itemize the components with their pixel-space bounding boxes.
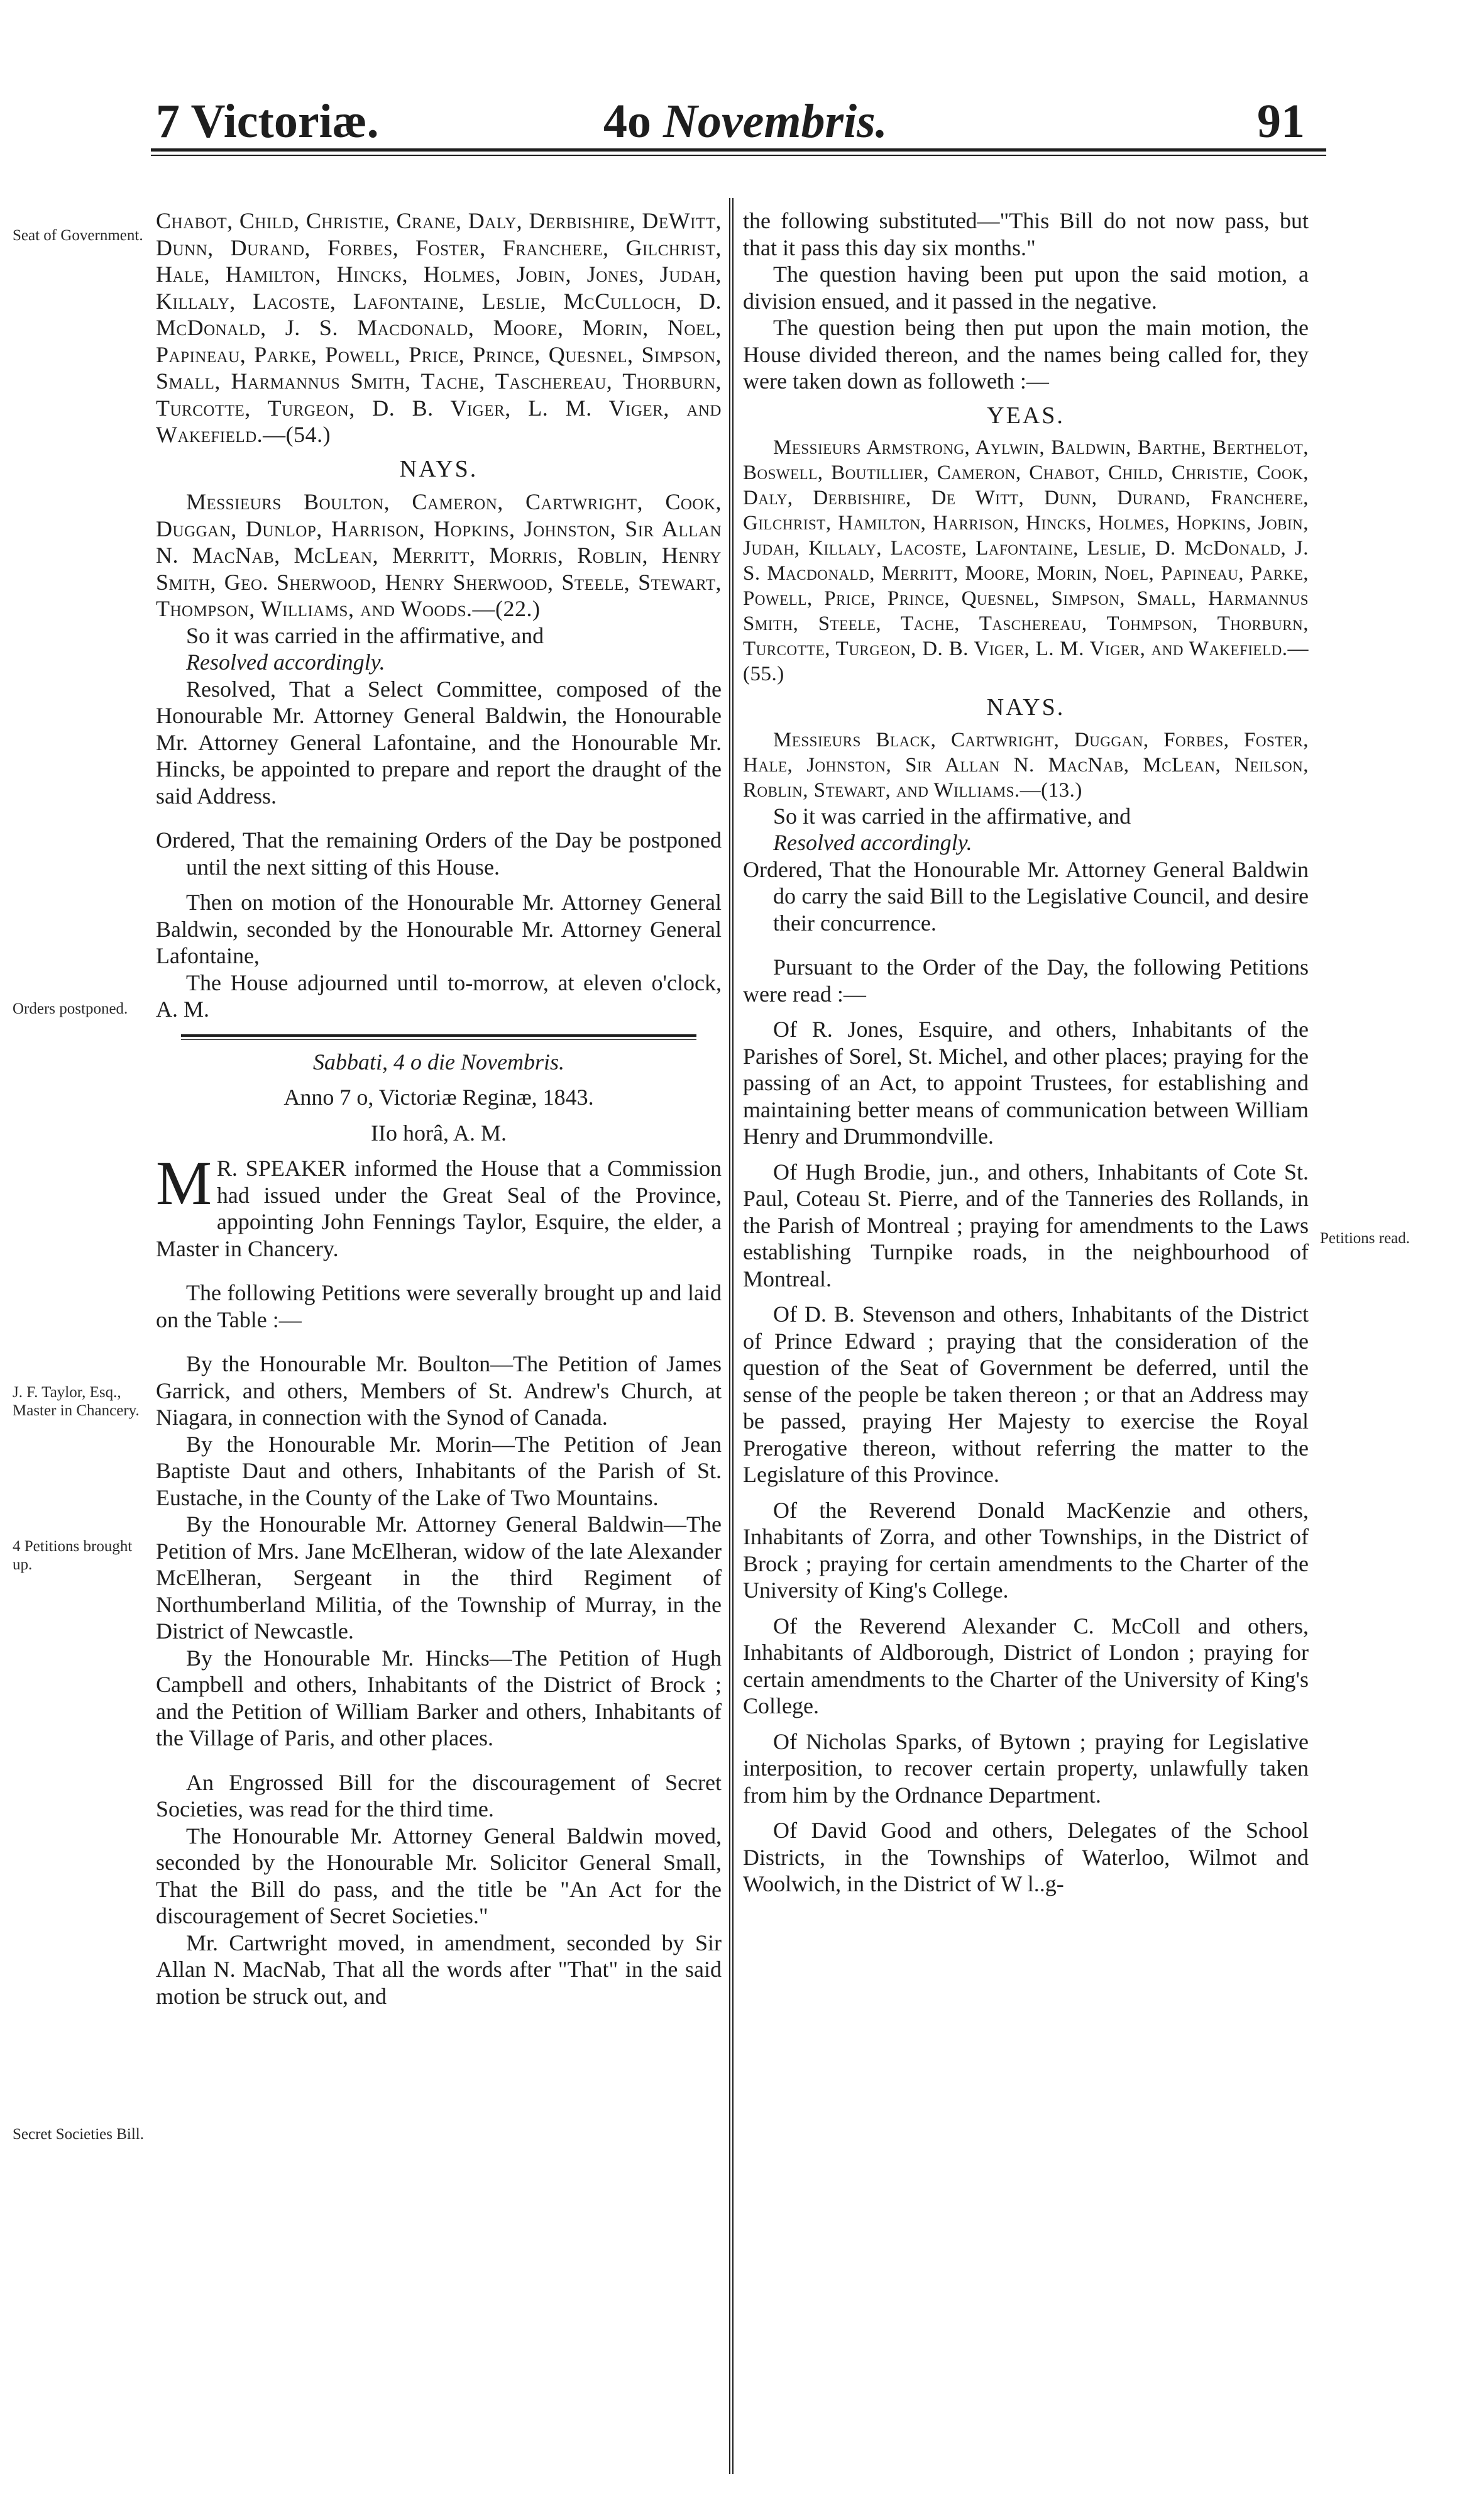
yeas-list: Messieurs Armstrong, Aylwin, Baldwin, Barthe, Berthelot, Boswell, Boutillier, Cameron, Chabot, Child, Christie, Cook, Daly, Derbishire, De Witt, Dunn, Durand, Franchere, Gilchrist, Hamilton, Harrison, Hincks, Holmes, Hopkins, Jobin, Judah, Killaly, Lacoste, Lafontaine, Leslie, D. McDonald, J. S. Macdonald, Merritt, Moore, Morin, Noel, Papineau, Parke, Powell, Price, Prince, Quesnel, Simpson, Small, Harmannus Smith, Steele, Tache, Taschereau, Tohmpson, Thorburn, Turcotte, Turgeon, D. B. Viger, L. M. Viger, and Wakefield.—(55.) bbox=[743, 436, 1309, 685]
yeas-continued: Chabot, Child, Christie, Crane, Daly, Derbishire, DeWitt, Dunn, Durand, Forbes, Foster, Franchere, Gilchrist, Hale, Hamilton, Hincks, Holmes, Jobin, Jones, Judah, Killaly, Lacoste, Lafontaine, Leslie, McCulloch, D. McDonald, J. S. Macdonald, Moore, Morin, Noel, Papineau, Parke, Powell, Price, Prince, Quesnel, Simpson, Small, Harmannus Smith, Tache, Taschereau, Thorburn, Turcotte, Turgeon, D. B. Viger, L. M. Viger, and Wakefield.—(54.) bbox=[156, 208, 722, 447]
speaker-text: R. SPEAKER informed the House that a Commission had issued under the Great Seal of the Province, appointing John Fennings Taylor, Esquire, the elder, a Master in Chancery. bbox=[156, 1156, 722, 1261]
carried-right: So it was carried in the affirmative, and bbox=[773, 803, 1131, 829]
margin-note-secret: Secret Societies Bill. bbox=[13, 2126, 144, 2143]
petition-good: Of David Good and others, Delegates of the School Districts, in the Townships of Waterloo, Wilmot and Woolwich, in the District of W l..g- bbox=[743, 1818, 1309, 1896]
secret-bill: An Engrossed Bill for the discouragement of Secret Societies, was read for the third time. bbox=[156, 1769, 722, 1821]
page-header bbox=[0, 88, 1484, 157]
resolved-right: Resolved accordingly. bbox=[773, 830, 972, 855]
question-main: The question being then put upon the main motion, the House divided thereon, and the names being called for, they were taken down as followeth :— bbox=[743, 315, 1309, 394]
cartwright-amendment: Mr. Cartwright moved, in amendment, seconded by Sir Allan N. MacNab, That all the words after "That" in the said motion be struck out, and bbox=[156, 1930, 722, 2009]
petition-hincks: By the Honourable Mr. Hincks—The Petition of Hugh Campbell and others, Inhabitants of the District of Brock ; and the Petition of William Barker and others, Inhabitants of the Village of Paris, and other places. bbox=[156, 1645, 722, 1750]
petitions-brought: The following Petitions were severally brought up and laid on the Table :— bbox=[156, 1280, 722, 1332]
petition-boulton: By the Honourable Mr. Boulton—The Petition of James Garrick, and others, Members of St. Andrew's Church, at Niagara, in connection with the Synod of Canada. bbox=[156, 1351, 722, 1430]
carried-left: So it was carried in the affirmative, and bbox=[186, 622, 544, 648]
header-day: 4o bbox=[603, 95, 651, 148]
nays-list-left: Messieurs Boulton, Cameron, Cartwright, Cook, Duggan, Dunlop, Harrison, Hopkins, Johnston, Sir Allan N. MacNab, McLean, Merritt, Morris, Roblin, Henry Smith, Geo. Sherwood, Henry Sherwood, Steele, Stewart, Thompson, Williams, and Woods.—(22.) bbox=[156, 489, 722, 621]
question-negative: The question having been put upon the said motion, a division ensued, and it passed in the negative. bbox=[743, 262, 1309, 314]
right-column bbox=[743, 207, 1309, 1898]
nays-heading-right: NAYS. bbox=[986, 694, 1065, 721]
petition-jones: Of R. Jones, Esquire, and others, Inhabitants of the Parishes of Sorel, St. Michel, and other places; praying for the passing of an Act, to appoint Trustees, for establishing and maintaining better means of communication between William Henry and Drummondville. bbox=[743, 1017, 1309, 1149]
petition-mccoll: Of the Reverend Alexander C. McColl and others, Inhabitants of Aldborough, District of London ; praying for certain amendments to the Charter of the University of King's College. bbox=[743, 1613, 1309, 1718]
section-rule bbox=[181, 1034, 696, 1040]
header-regnal-year: 7 Victoriæ. bbox=[156, 95, 379, 148]
pursuant: Pursuant to the Order of the Day, the following Petitions were read :— bbox=[743, 954, 1309, 1007]
ordered-postponed: Ordered, That the remaining Orders of the Day be postponed until the next sitting of this House. bbox=[156, 827, 722, 880]
anno: Anno 7 o, Victoriæ Reginæ, 1843. bbox=[283, 1085, 594, 1110]
secret-motion: The Honourable Mr. Attorney General Baldwin moved, seconded by the Honourable Mr. Solicitor General Small, That the Bill do pass, and the title be "An Act for the discouragement of Secret Societies." bbox=[156, 1823, 722, 1928]
day-title: Sabbati, 4 o die Novembris. bbox=[313, 1049, 564, 1075]
header-month: Novembris. bbox=[663, 95, 888, 148]
margin-note-petitions-up: 4 Petitions brought up. bbox=[13, 1538, 133, 1573]
header-rule-thin bbox=[151, 155, 1326, 156]
substituted: the following substituted—"This Bill do not now pass, but that it pass this day six months." bbox=[743, 208, 1309, 260]
petition-morin: By the Honourable Mr. Morin—The Petition of Jean Baptiste Daut and others, Inhabitants of the Parish of St. Eustache, in the County of the Lake of Two Mountains. bbox=[156, 1431, 722, 1510]
petition-sparks: Of Nicholas Sparks, of Bytown ; praying for Legislative interposition, to recover certain property, unlawfully taken from him by the Ordnance Department. bbox=[743, 1728, 1309, 1808]
adjourned: The House adjourned until to-morrow, at eleven o'clock, A. M. bbox=[156, 970, 722, 1022]
resolved-left: Resolved accordingly. bbox=[186, 650, 385, 675]
yeas-heading: YEAS. bbox=[987, 402, 1065, 429]
motion-adjourn: Then on motion of the Honourable Mr. Attorney General Baldwin, seconded by the Honourable Mr. Attorney General Lafontaine, bbox=[156, 890, 722, 968]
margin-note-orders: Orders postponed. bbox=[13, 1000, 128, 1017]
petition-brodie: Of Hugh Brodie, jun., and others, Inhabitants of Cote St. Paul, Coteau St. Pierre, and of the Tanneries des Rollands, in the Parish of Montreal ; praying for amendments to the Laws establishing Turnpike roads, in the neighbourhood of Montreal. bbox=[743, 1159, 1309, 1291]
petition-mackenzie: Of the Reverend Donald MacKenzie and others, Inhabitants of Zorra, and other Townships, in the District of Brock ; praying for certain amendments to the Charter of the University of King's College. bbox=[743, 1497, 1309, 1603]
page-number: 91 bbox=[1257, 95, 1305, 148]
left-column bbox=[156, 207, 722, 2009]
margin-note-petitions-read: Petitions read. bbox=[1320, 1230, 1410, 1247]
header-rule bbox=[151, 148, 1326, 152]
speaker-paragraph bbox=[156, 1148, 722, 1262]
margin-note-taylor: J. F. Taylor, Esq., Master in Chancery. bbox=[13, 1384, 140, 1419]
nays-list-right: Messieurs Black, Cartwright, Duggan, Forbes, Foster, Hale, Johnston, Sir Allan N. MacNab, McLean, Neilson, Roblin, Stewart, and Williams.—(13.) bbox=[743, 728, 1309, 802]
column-divider bbox=[729, 198, 734, 2474]
petition-baldwin: By the Honourable Mr. Attorney General Baldwin—The Petition of Mrs. Jane McElheran, widow of the late Alexander McElheran, Sergeant in the third Regiment of Northumberland Militia, of the Township of Murray, in the District of Newcastle. bbox=[156, 1512, 722, 1644]
drop-cap: M bbox=[156, 1148, 212, 1218]
margin-note-seat: Seat of Government. bbox=[13, 227, 143, 244]
nays-heading-left: NAYS. bbox=[399, 455, 478, 482]
resolved-committee: Resolved, That a Select Committee, composed of the Honourable Mr. Attorney General Baldwin, the Honourable Mr. Attorney General Lafontaine, and the Honourable Mr. Hincks, be appointed to prepare and report the draught of the said Address. bbox=[156, 676, 722, 809]
hour: IIo horâ, A. M. bbox=[371, 1120, 507, 1146]
petition-stevenson: Of D. B. Stevenson and others, Inhabitants of the District of Prince Edward ; praying that the consideration of the question of the Seat of Government be deferred, until the sense of the people be taken thereon ; or that an Address may be passed, praying Her Majesty to exercise the Royal Prerogative thereon, without referring the matter to the Legislature of this Province. bbox=[743, 1302, 1309, 1487]
header-date bbox=[603, 94, 888, 149]
ordered-carry: Ordered, That the Honourable Mr. Attorney General Baldwin do carry the said Bill to the Legislative Council, and desire their concurrence. bbox=[743, 856, 1309, 936]
